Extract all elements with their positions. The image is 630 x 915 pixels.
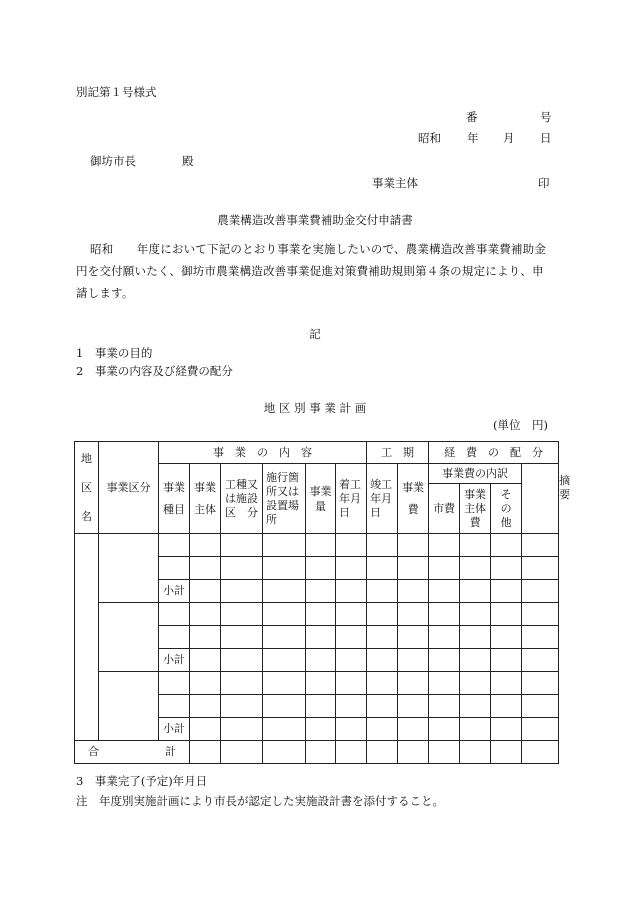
addressee-name: 御坊市長 xyxy=(90,154,136,168)
district-char-3: 名 xyxy=(81,510,92,523)
item-1: 1 事業の目的 xyxy=(76,346,153,360)
header-cost: 事業費 xyxy=(398,464,429,534)
header-row-1: 地 区 名 事業区分 事 業 の 内 容 工 期 経 費 の 配 分 摘要 xyxy=(75,442,559,464)
district-char-1: 地 xyxy=(81,452,92,465)
district-char-2: 区 xyxy=(81,481,92,494)
header-other: その他 xyxy=(491,484,522,534)
table-row xyxy=(75,672,559,695)
date-day: 日 xyxy=(540,131,552,145)
document-title: 農業構造改善事業費補助金交付申請書 xyxy=(217,213,413,227)
ki-mark: 記 xyxy=(309,327,321,341)
header-end: 竣工年月日 xyxy=(367,464,398,534)
district-name-cell xyxy=(75,534,99,741)
table-title: 地 区 別 事 業 計 画 xyxy=(263,401,367,415)
item-3: 3 事業完了(予定)年月日 xyxy=(76,774,208,788)
header-quantity: 事業量 xyxy=(306,464,336,534)
date-year: 年 xyxy=(467,131,479,145)
header-type: 事業種目 xyxy=(159,464,190,534)
header-category: 事業区分 xyxy=(99,442,159,534)
header-location: 施行箇所又は設置場所 xyxy=(263,464,306,534)
subtotal-label: 小計 xyxy=(159,580,190,603)
header-entity-cost: 事業主体費 xyxy=(460,484,491,534)
addressee-honorific: 殿 xyxy=(182,154,194,168)
body-line-3: 請します。 xyxy=(76,286,134,300)
header-city: 市費 xyxy=(429,484,460,534)
total-row xyxy=(75,741,559,764)
date-month: 月 xyxy=(503,131,515,145)
date-era: 昭和 xyxy=(418,131,441,145)
header-breakdown: 事業費の内訳 xyxy=(429,464,522,484)
district-plan-table xyxy=(74,441,571,764)
item-2: 2 事業の内容及び経費の配分 xyxy=(76,364,233,378)
note: 注 年度別実施計画により市長が認定した実施設計書を添付すること。 xyxy=(76,794,444,808)
table-unit: (単位 円) xyxy=(493,418,548,432)
category-cell xyxy=(99,534,159,603)
subtotal-label: 小計 xyxy=(159,718,190,741)
header-district xyxy=(75,442,99,534)
header-allocation-group: 経 費 の 配 分 xyxy=(429,442,559,464)
total-label: 合 計 xyxy=(75,741,190,764)
form-label: 別記第１号様式 xyxy=(76,85,157,99)
number-suffix: 号 xyxy=(540,110,552,124)
category-cell xyxy=(99,672,159,741)
table-row xyxy=(75,603,559,626)
applicant-seal: 印 xyxy=(538,176,550,190)
table-row xyxy=(75,534,559,557)
header-content-group: 事 業 の 内 容 xyxy=(159,442,367,464)
body-line-2: 円を交付願いたく、御坊市農業構造改善事業促進対策費補助規則第４条の規定により、申 xyxy=(76,264,544,278)
header-start: 着工年月日 xyxy=(336,464,367,534)
category-cell xyxy=(99,603,159,672)
subtotal-label: 小計 xyxy=(159,649,190,672)
number-label: 番 xyxy=(466,110,478,124)
body-line-1: 昭和 年度において下記のとおり事業を実施したいので、農業構造改善事業費補助金 xyxy=(90,242,547,256)
header-entity: 事業主体 xyxy=(190,464,221,534)
header-work-kind: 工種又は施設区 分 xyxy=(221,464,263,534)
header-period-group: 工 期 xyxy=(367,442,429,464)
applicant-label: 事業主体 xyxy=(372,176,418,190)
